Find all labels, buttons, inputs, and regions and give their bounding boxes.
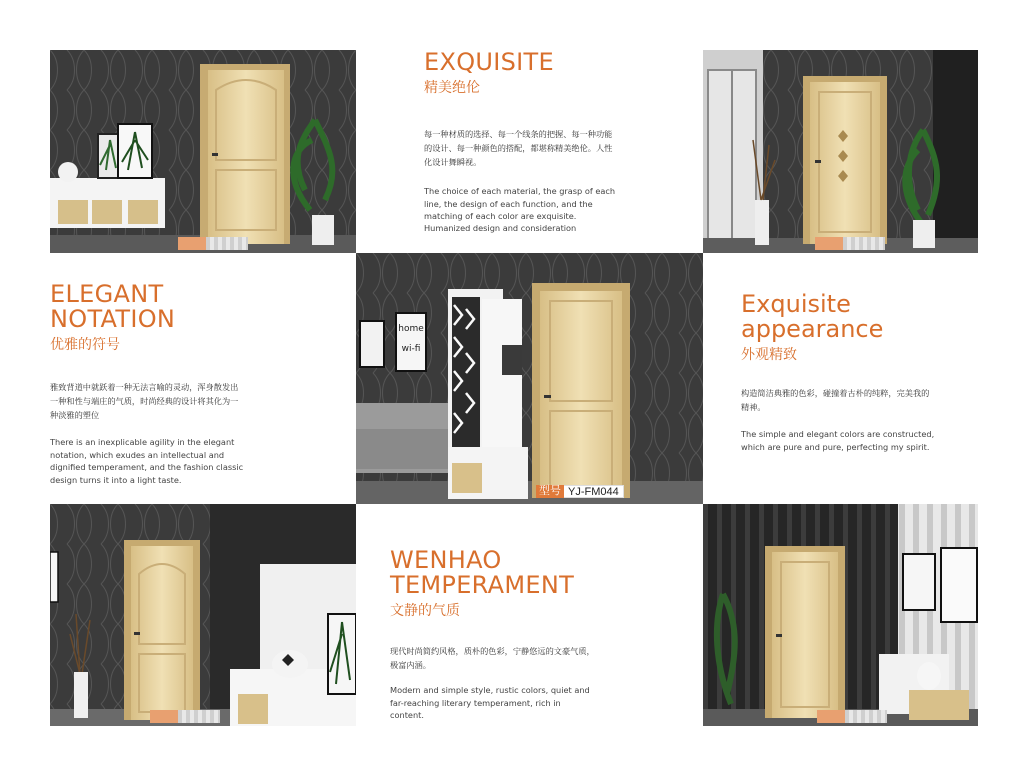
section-title-en: Exquisite appearance (741, 290, 884, 344)
poster-text-home: home (398, 324, 424, 334)
model-value: YJ-FM044 (564, 485, 624, 498)
section-body-en: The simple and elegant colors are constructed, which are pure and pure, perfecting my spirit. (741, 429, 935, 452)
section-title-en: ELEGANT NOTATION (50, 280, 176, 334)
section-body-zh: 每一种材质的选择、每一个线条的把握、每一种功能的设计、每一种颜色的搭配，都堪称精美绝伦。人性化设计舞瞬视。 (424, 129, 613, 168)
section-body-zh: 现代时尚简约风格，质朴的色彩，宁静悠远的文豪气质，极富内涵。 (390, 646, 595, 671)
section-body-en: There is an inexplicable agility in the elegant notation, which exudes an intellectual and dignified temperament, and the fashion classic design turns it into a light taste. (50, 437, 244, 485)
section-body-zh: 雅致背道中就跃着一种无法言喻的灵动，浑身散发出一种和性与端庄的气质，时尚经典的设计将其化为一种淡雅的塑位 (50, 382, 239, 421)
section-title-zh: 文静的气质 (390, 603, 460, 620)
room-photo-bottom-left (50, 504, 356, 726)
section-exquisite-appearance (741, 292, 991, 453)
room-photo-center (356, 253, 703, 504)
poster-text-wifi: wi-fi (401, 344, 421, 354)
section-exquisite (424, 50, 620, 235)
section-elegant-notation (50, 282, 290, 486)
room-photo-top-left (50, 50, 356, 253)
section-title-en: WENHAO TEMPERAMENT (390, 546, 575, 600)
room-photo-bottom-right (703, 504, 978, 726)
section-body-en: Modern and simple style, rustic colors, quiet and far-reaching literary temperament, rich in content. (390, 685, 590, 721)
room-photo-top-right (703, 50, 978, 253)
section-body-zh: 构造简洁典雅的色彩，碰撞着古朴的纯粹，完美我的精神。 (741, 388, 930, 413)
section-title-en: EXQUISITE (424, 48, 554, 76)
section-title-zh: 精美绝伦 (424, 80, 480, 97)
model-number-tag (536, 485, 624, 498)
section-title-zh: 优雅的符号 (50, 337, 120, 354)
model-label: 型号 (536, 485, 564, 498)
section-body-en: The choice of each material, the grasp of each line, the design of each function, and the matching of each color are exquisite. Humanized design and consideration (424, 186, 616, 234)
section-title-zh: 外观精致 (741, 347, 797, 364)
section-wenhao-temperament (390, 548, 680, 722)
